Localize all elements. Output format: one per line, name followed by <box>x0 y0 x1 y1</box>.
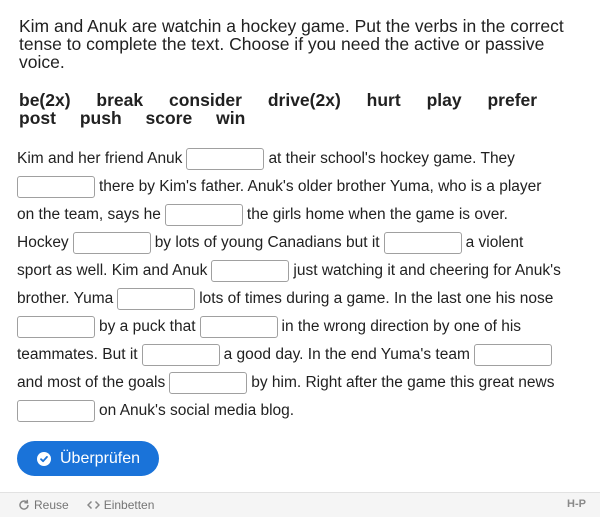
cloze-text <box>17 145 587 425</box>
h5p-logo[interactable]: H-P <box>567 498 586 510</box>
task-instructions: Kim and Anuk are watchin a hockey game. Put the verbs in the correct tense to complete the text. Choose if you need the active or passive voice. <box>19 16 564 72</box>
text-line <box>17 201 587 229</box>
word-bank-item: be(2x) <box>19 90 71 110</box>
check-button-label: Überprüfen <box>60 449 141 467</box>
text-segment: on the team, says he <box>17 206 161 223</box>
text-segment: and most of the goals <box>17 374 166 391</box>
blank-input-3[interactable] <box>165 204 243 226</box>
word-bank-item: prefer <box>487 90 538 110</box>
word-bank-item: win <box>216 108 246 128</box>
blank-input-8[interactable] <box>17 316 95 338</box>
text-segment: Kim and her friend Anuk <box>17 150 183 167</box>
word-bank-item: score <box>145 108 193 128</box>
blank-input-5[interactable] <box>384 232 462 254</box>
embed-link[interactable] <box>87 498 155 512</box>
text-line <box>17 257 587 285</box>
text-segment: the girls home when the game is over. <box>246 206 508 223</box>
text-line <box>17 313 587 341</box>
blank-input-2[interactable] <box>17 176 95 198</box>
word-bank-item: break <box>96 90 144 110</box>
text-segment: lots of times during a game. In the last one his nose <box>199 290 554 307</box>
text-line <box>17 285 587 313</box>
text-segment: a good day. In the end Yuma's team <box>223 346 470 363</box>
text-segment: Hockey <box>17 234 69 251</box>
blank-input-12[interactable] <box>169 372 247 394</box>
text-line <box>17 341 587 369</box>
text-line <box>17 397 587 425</box>
word-bank-item: consider <box>169 90 242 110</box>
blank-input-4[interactable] <box>73 232 151 254</box>
blank-input-13[interactable] <box>17 400 95 422</box>
footer-bar <box>0 492 600 517</box>
text-segment: sport as well. Kim and Anuk <box>17 262 208 279</box>
blank-input-6[interactable] <box>211 260 289 282</box>
check-button[interactable] <box>17 441 159 476</box>
text-segment: just watching it and cheering for Anuk's <box>293 262 561 279</box>
blank-input-10[interactable] <box>142 344 220 366</box>
word-bank-item: hurt <box>366 90 401 110</box>
text-segment: at their school's hockey game. They <box>268 150 515 167</box>
text-segment: on Anuk's social media blog. <box>99 402 295 419</box>
word-bank-item: drive(2x) <box>267 90 341 110</box>
code-icon <box>87 499 100 511</box>
blank-input-1[interactable] <box>186 148 264 170</box>
reuse-label: Reuse <box>34 498 69 512</box>
word-bank-item: push <box>79 108 122 128</box>
text-segment: by lots of young Canadians but it <box>154 234 380 251</box>
text-line <box>17 369 587 397</box>
refresh-icon <box>18 499 30 511</box>
reuse-link[interactable] <box>18 498 69 512</box>
word-bank-item: play <box>426 90 462 110</box>
text-segment: a violent <box>465 234 524 251</box>
text-line <box>17 173 587 201</box>
text-line <box>17 229 587 257</box>
word-bank-row-1 <box>19 91 599 109</box>
text-segment: brother. Yuma <box>17 290 114 307</box>
text-line <box>17 145 587 173</box>
embed-label: Einbetten <box>103 498 155 512</box>
blank-input-9[interactable] <box>200 316 278 338</box>
check-circle-icon <box>37 452 51 466</box>
text-segment: there by Kim's father. Anuk's older brother Yuma, who is a player <box>99 178 542 195</box>
blank-input-11[interactable] <box>474 344 552 366</box>
text-segment: by him. Right after the game this great news <box>251 374 555 391</box>
text-segment: by a puck that <box>99 318 196 335</box>
text-segment: teammates. But it <box>17 346 138 363</box>
word-bank-row-2 <box>19 109 599 127</box>
text-segment: in the wrong direction by one of his <box>281 318 522 335</box>
blank-input-7[interactable] <box>117 288 195 310</box>
word-bank-item: post <box>19 108 56 128</box>
